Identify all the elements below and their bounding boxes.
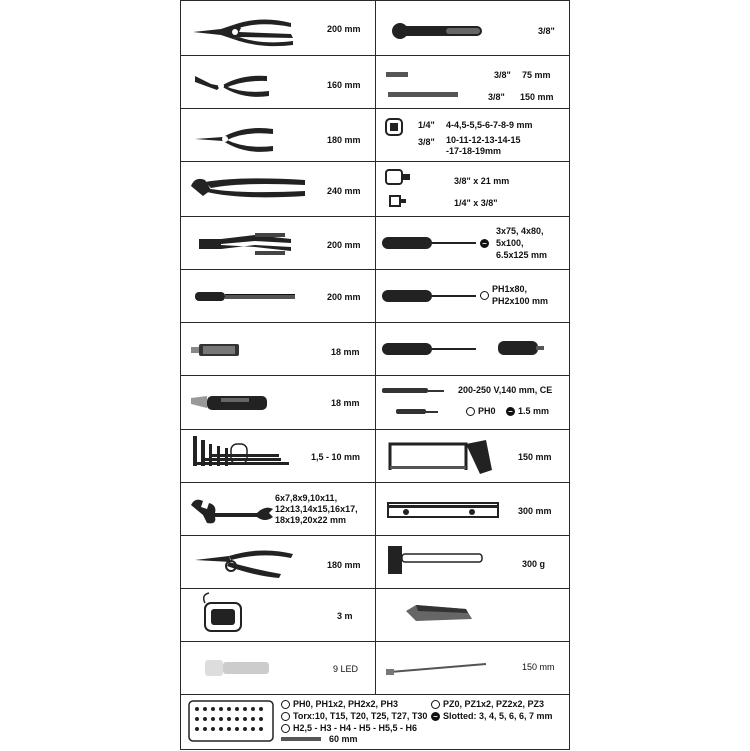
ext-a-length: 75 mm xyxy=(522,70,551,80)
tool-set-sheet xyxy=(180,0,570,750)
phillips-sizes-line-1: PH1x80, xyxy=(492,284,528,294)
phillips-sizes-line-2: PH2x100 mm xyxy=(492,296,549,306)
cell-hacksaw xyxy=(375,429,570,483)
socket-a-size: 1/4" xyxy=(418,120,435,130)
bits-torx-line xyxy=(281,711,427,721)
tester-slotted-label: 1.5 mm xyxy=(518,406,550,416)
long-nose-size-label: 180 mm xyxy=(327,135,361,145)
bits-torx-label: Torx:10, T15, T20, T25, T27, T30 xyxy=(293,711,428,721)
phillips-symbol xyxy=(480,290,492,300)
slotted-icon: – xyxy=(431,712,440,721)
bits-ph-label: PH0, PH1x2, PH2x2, PH3 xyxy=(293,699,399,709)
knife-size-label: 18 mm xyxy=(331,398,360,408)
cell-hammer xyxy=(375,535,570,589)
cell-adapters xyxy=(375,161,570,217)
bits-slotted-label: Slotted: 3, 4, 5, 6, 6, 7 mm xyxy=(443,711,553,721)
torx-icon xyxy=(281,712,290,721)
cell-extensions xyxy=(375,55,570,109)
cell-water-pump-pliers xyxy=(180,161,376,217)
slotted-icon: – xyxy=(506,407,515,416)
hacksaw-size-label: 150 mm xyxy=(518,452,552,462)
cell-open-end-spanner xyxy=(180,482,376,536)
bits-hex-line xyxy=(281,723,417,733)
bits-pz-label: PZ0, PZ1x2, PZ2x2, PZ3 xyxy=(443,699,545,709)
phillips-icon xyxy=(466,407,475,416)
spanner-sizes-line-2: 12x13,14x15,16x17, xyxy=(275,504,358,514)
socket-b-values-2: -17-18-19mm xyxy=(446,146,502,156)
slotted-symbol xyxy=(480,238,492,248)
cell-cutter-knife xyxy=(180,375,376,430)
ext-a-size: 3/8" xyxy=(494,70,511,80)
phillips-icon xyxy=(281,700,290,709)
ratchet-size-label: 3/8" xyxy=(538,26,555,36)
cell-bit-screwdrivers xyxy=(375,322,570,376)
cell-side-cutter xyxy=(180,55,376,109)
cell-tape-measure xyxy=(180,588,376,642)
adapter-b-label: 1/4" x 3/8" xyxy=(454,198,498,208)
spanner-sizes-line-3: 18x19,20x22 mm xyxy=(275,515,347,525)
pozidriv-icon xyxy=(431,700,440,709)
cell-utility-knife xyxy=(375,588,570,642)
cell-sockets xyxy=(375,108,570,162)
phillips-icon xyxy=(480,291,489,300)
bits-hex-label: H2,5 - H3 - H4 - H5 - H5,5 - H6 xyxy=(293,723,418,733)
cell-file xyxy=(180,269,376,323)
utility-knife-icon xyxy=(376,589,571,643)
slotted-icon: – xyxy=(480,239,489,248)
torch-led-label: 9 LED xyxy=(333,664,359,674)
hex-icon xyxy=(281,724,290,733)
tester-spec-label: 200-250 V,140 mm, CE xyxy=(458,385,553,395)
slotted-sizes-line-1: 3x75, 4x80, xyxy=(496,226,544,236)
socket-a-values: 4-4,5-5,5-6-7-8-9 mm xyxy=(446,120,533,130)
water-pump-size-label: 240 mm xyxy=(327,186,361,196)
cell-ratchet xyxy=(375,0,570,56)
cell-phillips-screwdriver xyxy=(375,269,570,323)
slotted-sizes-line-3: 6.5x125 mm xyxy=(496,250,548,260)
cell-spirit-level xyxy=(375,482,570,536)
bits-ph-line xyxy=(281,699,398,709)
cell-bit-holder xyxy=(180,322,376,376)
screwdriver-bits-icon xyxy=(376,323,571,377)
cell-cable-tie xyxy=(375,641,570,695)
bits-slotted-line xyxy=(431,711,553,721)
file-size-label: 200 mm xyxy=(327,292,361,302)
tester-ph0-label: PH0 xyxy=(478,406,496,416)
cell-combination-pliers xyxy=(180,0,376,56)
pliers-size-label: 200 mm xyxy=(327,24,361,34)
socket-b-size: 3/8" xyxy=(418,137,435,147)
cell-crimping-pliers xyxy=(180,216,376,270)
bit-holder-size-label: 18 mm xyxy=(331,347,360,357)
cell-led-torch xyxy=(180,641,376,695)
tester-ph0 xyxy=(466,406,496,416)
socket-b-values-1: 10-11-12-13-14-15 xyxy=(446,135,521,145)
cell-hex-key-set xyxy=(180,429,376,483)
shears-size-label: 180 mm xyxy=(327,560,361,570)
slotted-sizes-line-2: 5x100, xyxy=(496,238,524,248)
adapter-icon xyxy=(376,162,571,218)
cell-pruning-shears xyxy=(180,535,376,589)
tester-slotted xyxy=(506,406,549,416)
hammer-weight-label: 300 g xyxy=(522,559,546,569)
level-size-label: 300 mm xyxy=(518,506,552,516)
bits-holder-label: 60 mm xyxy=(329,734,358,744)
bits-pz-line xyxy=(431,699,544,709)
ext-b-length: 150 mm xyxy=(520,92,554,102)
hex-key-size-label: 1,5 - 10 mm xyxy=(311,452,361,462)
adapter-a-label: 3/8" x 21 mm xyxy=(454,176,510,186)
cell-long-nose-pliers xyxy=(180,108,376,162)
cell-voltage-tester xyxy=(375,375,570,430)
ext-b-size: 3/8" xyxy=(488,92,505,102)
crimping-size-label: 200 mm xyxy=(327,240,361,250)
cell-bit-set xyxy=(180,694,570,750)
spanner-sizes-line-1: 6x7,8x9,10x11, xyxy=(275,493,338,503)
cell-slotted-screwdriver xyxy=(375,216,570,270)
cable-tie-size-label: 150 mm xyxy=(522,662,555,672)
side-cutter-size-label: 160 mm xyxy=(327,80,361,90)
tape-size-label: 3 m xyxy=(337,611,353,621)
